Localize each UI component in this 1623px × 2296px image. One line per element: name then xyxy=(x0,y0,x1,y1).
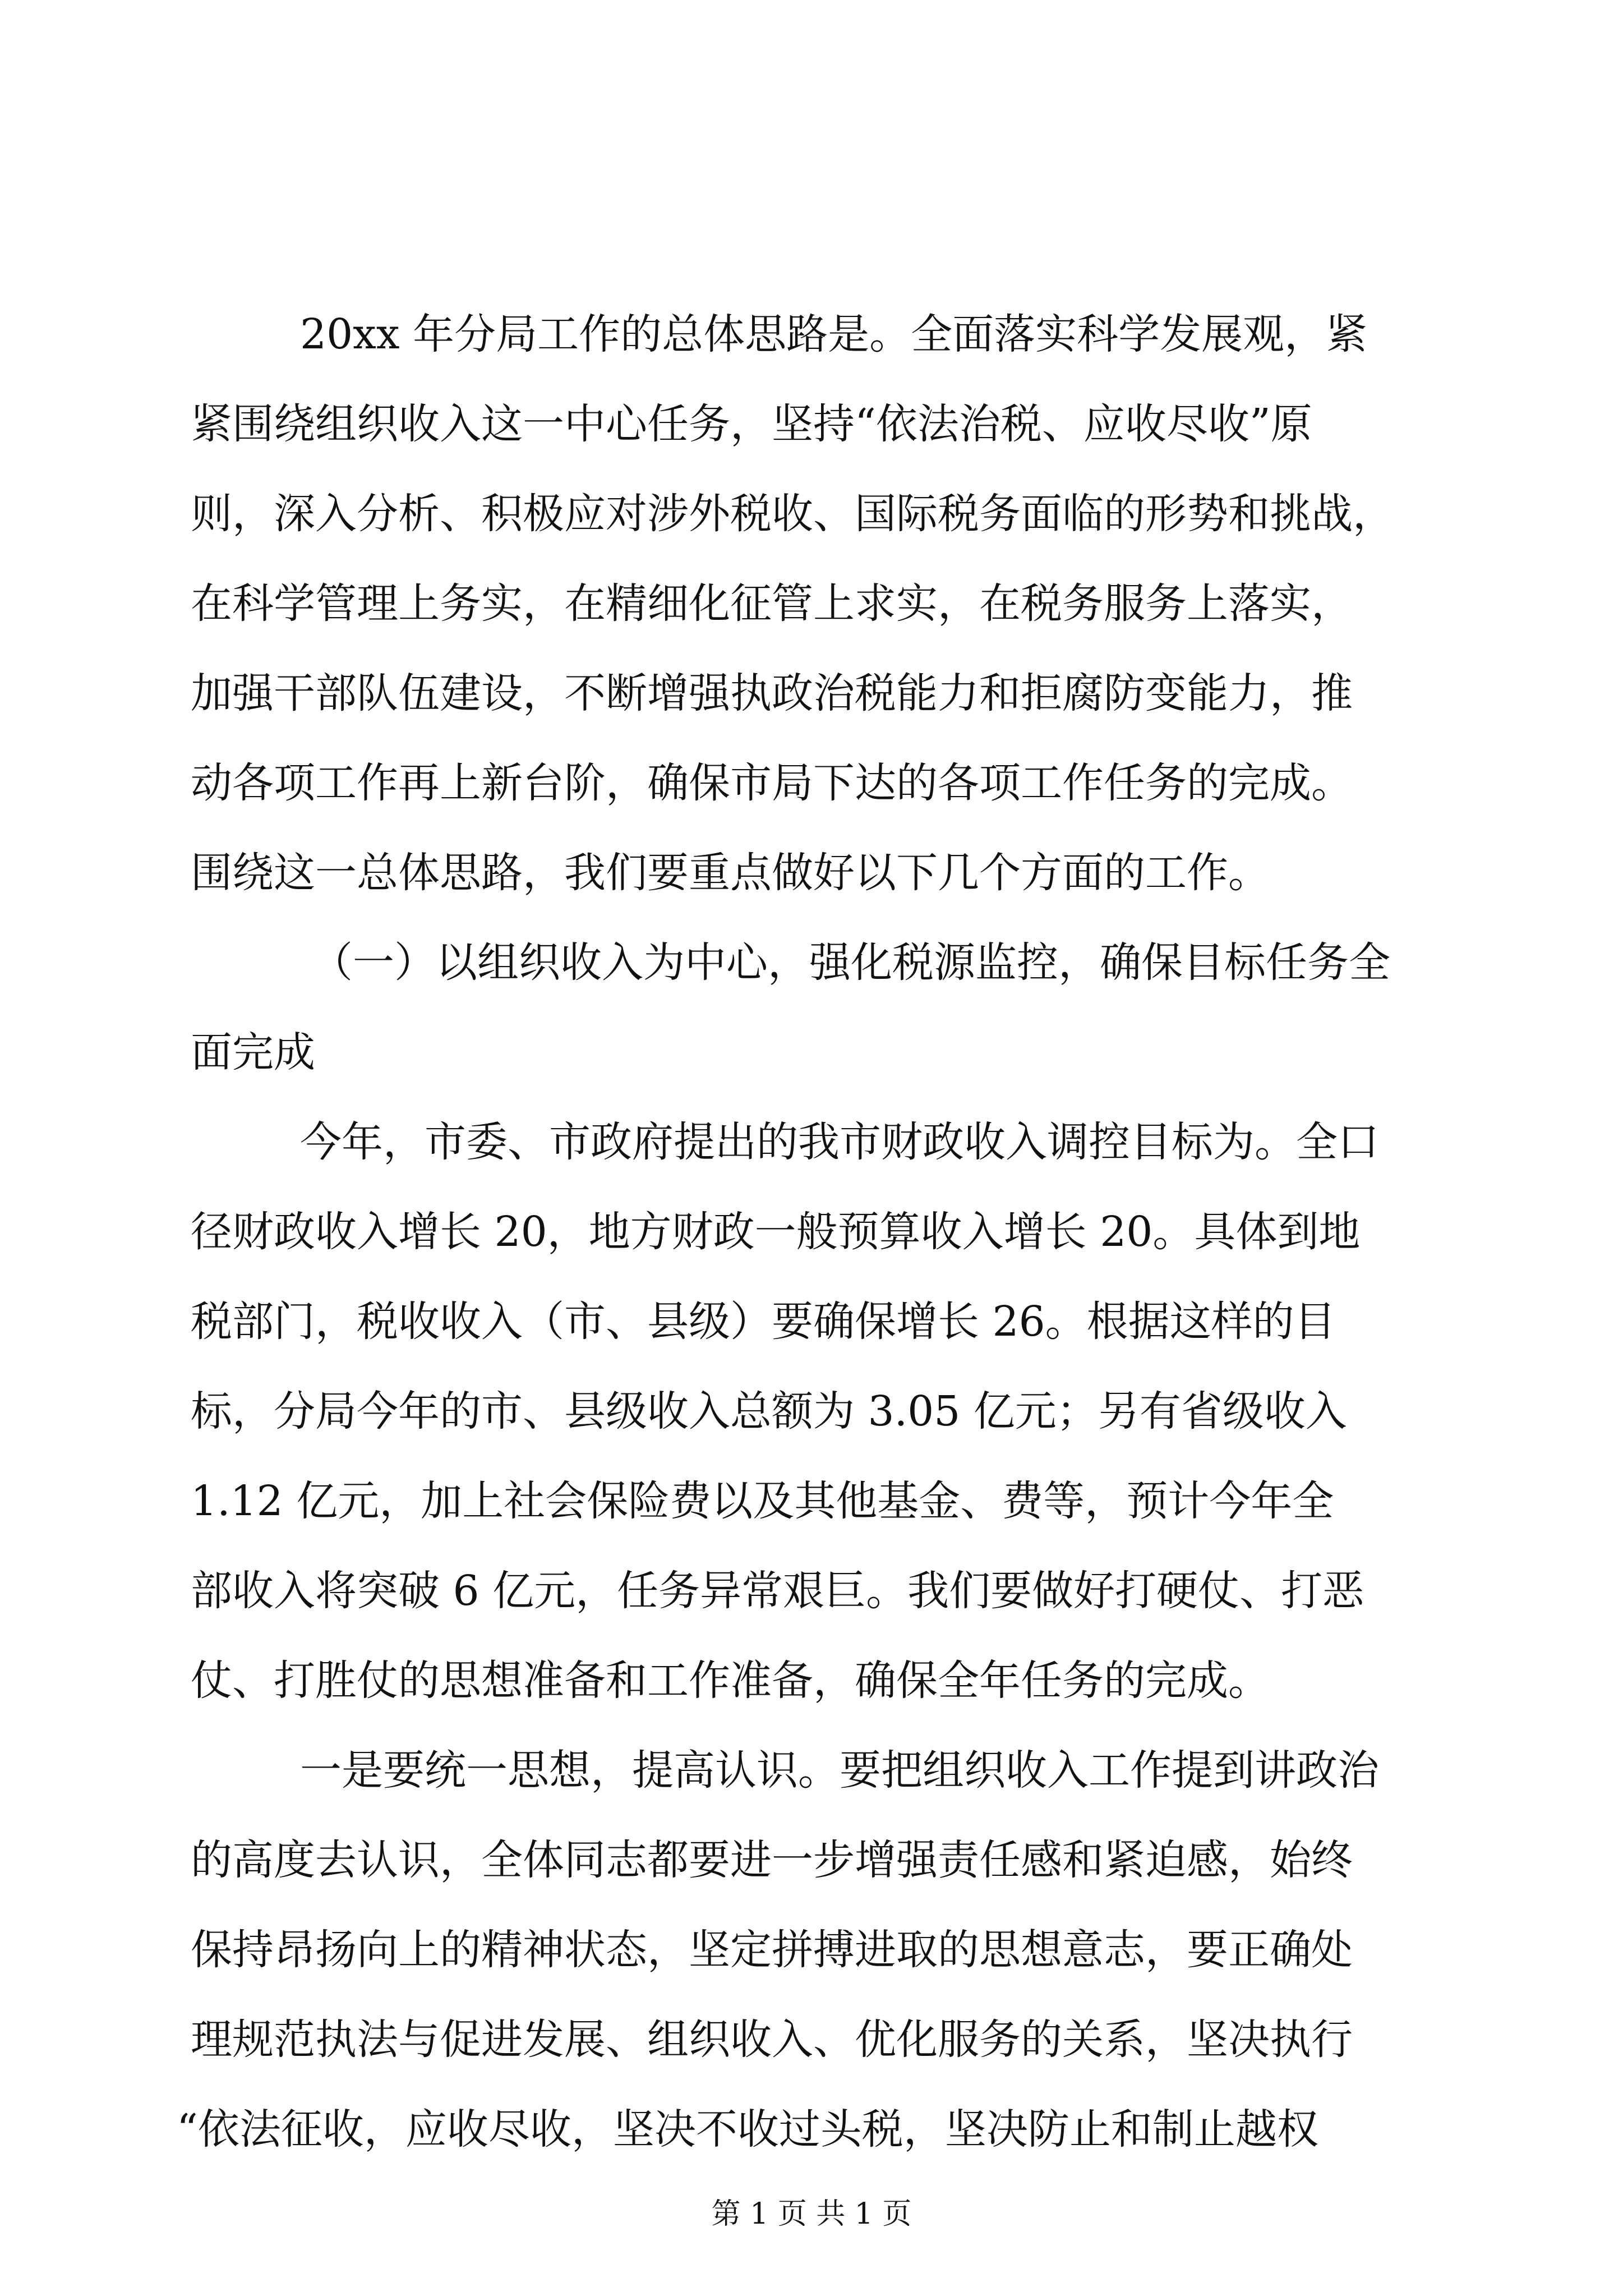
page-footer: 第 1 页 共 1 页 xyxy=(711,2197,912,2231)
document-page: 20xx 年分局工作的总体思路是。全面落实科学发展观，紧 紧围绕组织收入这一中心任务，坚持“依法治税、应收尽收”原 则，深入分析、积极应对涉外税收、国际税务面临的形势和挑战， 在科学管理上务实，在精细化征管上求实，在税务服务上落实， 加强干部队伍建设，不断增强执政治税能力和拒腐防变能力，推 动各项工作再上新台阶，确保市局下达的各项工作任务的完成。 围绕这一总体思路，我们要重点做好以下几个方面的工作。 （一）以组织收入为中心，强化税源监控，确保目标任务全 面完成 今年，市委、市政府提出的我市财政收入调控目标为。全口 径财政收入增长 20，地方财政一般预算收入增长 20。具体到地 税部门，税收收入（市、县级）要确保增长 26。根据这样的目 标，分局今年的市、县级收入总额为 3.05 亿元；另有省级收入 1.12 亿元，加上社会保险费以及其他基金、费等，预计今年全 部收入将突破 6 亿元，任务异常艰巨。我们要做好打硬仗、打恶 仗、打胜仗的思想准备和工作准备，确保全年任务的完成。 一是要统一思想，提高认识。要把组织收入工作提到讲政治 的高度去认识，全体同志都要进一步增强责任感和紧迫感，始终 保持昂扬向上的精神状态，坚定拼搏进取的思想意志，要正确处 理规范执法与促进发展、组织收入、优化服务的关系，坚决执行 “依法征收，应收尽收，坚决不收过头税，坚决防止和制止越权 第 1 页 共 1 页 xyxy=(0,0,1623,2296)
